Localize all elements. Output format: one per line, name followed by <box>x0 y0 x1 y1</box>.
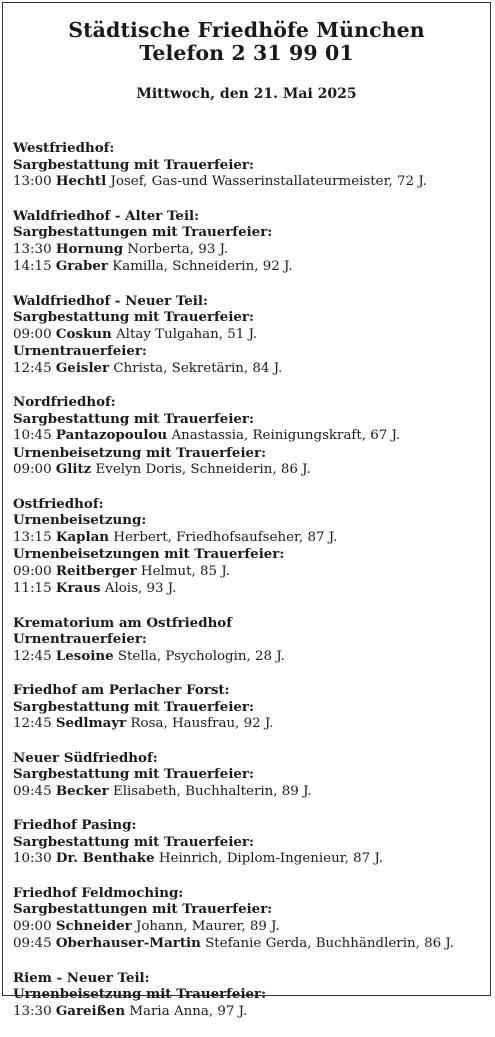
cemetery-name: Riem - Neuer Teil: <box>13 969 150 986</box>
ceremony-type: Sargbestattung mit Trauerfeier: <box>13 766 254 782</box>
entry-surname: Hornung <box>55 240 124 257</box>
ceremony-type: Urnentrauerfeier: <box>13 343 147 359</box>
ceremony-type: Sargbestattung mit Trauerfeier: <box>13 410 254 427</box>
burial-entry <box>13 326 486 344</box>
entry-time: 09:45 <box>13 783 52 799</box>
entry-details: Heinrich, Diplom-Ingenieur, 87 J. <box>158 851 384 866</box>
entry-time: 09:00 <box>13 326 52 342</box>
cemetery-section <box>13 208 486 276</box>
burial-entry <box>13 427 486 445</box>
entry-surname: Geisler <box>55 359 110 376</box>
cemetery-name: Friedhof Pasing: <box>13 817 137 833</box>
entry-time: 09:45 <box>13 936 52 951</box>
ceremony-type: Urnenbeisetzung mit Trauerfeier: <box>13 444 267 461</box>
entry-details: Josef, Gas-und Wasserinstallateurmeister, 72 J. <box>110 174 427 189</box>
burial-entry <box>13 461 486 479</box>
burial-entry <box>13 1003 486 1021</box>
burial-entry <box>13 918 486 936</box>
entry-time: 13:00 <box>13 174 52 189</box>
burial-entry <box>13 850 486 868</box>
cemetery-name: Krematorium am Ostfriedhof <box>13 614 232 631</box>
entry-surname: Schneider <box>55 917 132 934</box>
ceremony-type: Sargbestattung mit Trauerfeier: <box>13 833 254 850</box>
ceremony-type: Sargbestattungen mit Trauerfeier: <box>13 224 273 240</box>
ceremony-type: Sargbestattung mit Trauerfeier: <box>13 309 254 325</box>
cemetery-section <box>13 496 486 598</box>
cemetery-authority-title: Städtische Friedhöfe München <box>68 18 425 42</box>
notice-date: Mittwoch, den 21. Mai 2025 <box>136 86 357 102</box>
entry-details: Anastassia, Reinigungskraft, 67 J. <box>171 428 401 443</box>
cemetery-section <box>13 885 486 953</box>
entry-time: 13:30 <box>13 241 52 257</box>
entry-details: Altay Tulgahan, 51 J. <box>116 326 258 342</box>
burial-entry <box>13 360 486 378</box>
entry-surname: Gareißen <box>55 1002 126 1019</box>
entry-details: Alois, 93 J. <box>104 581 177 596</box>
entry-surname: Glitz <box>55 461 92 477</box>
entry-details: Maria Anna, 97 J. <box>129 1003 248 1019</box>
entry-surname: Dr. Benthake <box>55 850 155 866</box>
entry-time: 09:00 <box>13 918 52 934</box>
entry-time: 10:45 <box>13 428 52 443</box>
cemetery-section <box>13 615 486 666</box>
burial-entry <box>13 529 486 547</box>
cemetery-name: Nordfriedhof: <box>13 394 116 410</box>
phone-number: Telefon 2 31 99 01 <box>139 41 354 65</box>
entry-time: 10:30 <box>13 851 52 866</box>
cemetery-name: Waldfriedhof - Neuer Teil: <box>13 292 208 309</box>
cemetery-section <box>13 293 486 378</box>
entry-surname: Graber <box>55 258 108 274</box>
entry-surname: Coskun <box>55 325 112 342</box>
burial-entry <box>13 563 486 581</box>
entry-surname: Sedlmayr <box>55 715 127 731</box>
ceremony-type: Urnenbeisetzung: <box>13 512 147 528</box>
cemetery-section <box>13 394 486 479</box>
entry-surname: Oberhauser-Martin <box>55 935 201 951</box>
burial-entry <box>13 173 486 191</box>
entry-details: Evelyn Doris, Schneiderin, 86 J. <box>95 462 311 477</box>
entry-surname: Kraus <box>55 580 101 596</box>
entry-details: Stefanie Gerda, Buchhändlerin, 86 J. <box>205 936 455 951</box>
entry-details: Kamilla, Schneiderin, 92 J. <box>112 259 293 274</box>
notice-frame <box>2 2 491 1019</box>
entry-details: Christa, Sekretärin, 84 J. <box>113 360 283 376</box>
ceremony-type: Sargbestattung mit Trauerfeier: <box>13 698 254 715</box>
entry-details: Herbert, Friedhofsaufseher, 87 J. <box>113 529 338 545</box>
entry-time: 12:45 <box>13 360 52 376</box>
ceremony-type: Urnentrauerfeier: <box>13 631 147 647</box>
burial-entry <box>13 715 486 733</box>
cemetery-name: Friedhof Feldmoching: <box>13 884 184 901</box>
entry-time: 12:45 <box>13 648 52 664</box>
burial-schedule <box>13 140 486 1037</box>
cemetery-section <box>13 817 486 868</box>
ceremony-type: Urnenbeisetzungen mit Trauerfeier: <box>13 546 285 562</box>
entry-surname: Kaplan <box>55 528 110 545</box>
entry-details: Elisabeth, Buchhalterin, 89 J. <box>112 783 312 799</box>
entry-details: Johann, Maurer, 89 J. <box>135 918 280 934</box>
entry-time: 12:45 <box>13 716 52 731</box>
cemetery-section <box>13 682 486 733</box>
entry-details: Rosa, Hausfrau, 92 J. <box>130 716 274 731</box>
notice-header <box>3 3 490 103</box>
cemetery-name: Friedhof am Perlacher Forst: <box>13 682 230 698</box>
burial-entry <box>13 241 486 259</box>
burial-entry <box>13 258 486 276</box>
cemetery-section <box>13 140 486 191</box>
ceremony-type: Urnenbeisetzung mit Trauerfeier: <box>13 986 267 1002</box>
entry-details: Helmut, 85 J. <box>140 563 230 579</box>
entry-surname: Pantazopoulou <box>55 427 168 443</box>
cemetery-name: Ostfriedhof: <box>13 495 104 512</box>
burial-entry <box>13 935 486 953</box>
cemetery-section <box>13 750 486 801</box>
entry-time: 09:00 <box>13 563 52 579</box>
entry-time: 14:15 <box>13 259 52 274</box>
entry-surname: Lesoine <box>55 647 114 664</box>
cemetery-section <box>13 970 486 1021</box>
burial-entry <box>13 580 486 598</box>
entry-time: 11:15 <box>13 581 52 596</box>
cemetery-name: Waldfriedhof - Alter Teil: <box>13 207 200 224</box>
entry-details: Norberta, 93 J. <box>127 241 229 257</box>
entry-details: Stella, Psychologin, 28 J. <box>117 648 285 664</box>
entry-surname: Hechtl <box>55 173 107 189</box>
entry-surname: Reitberger <box>55 562 137 579</box>
entry-time: 13:30 <box>13 1003 52 1019</box>
ceremony-type: Sargbestattungen mit Trauerfeier: <box>13 901 273 917</box>
ceremony-type: Sargbestattung mit Trauerfeier: <box>13 156 254 173</box>
burial-entry <box>13 783 486 801</box>
entry-time: 09:00 <box>13 462 52 477</box>
cemetery-name: Neuer Südfriedhof: <box>13 749 158 766</box>
cemetery-name: Westfriedhof: <box>13 140 115 156</box>
burial-entry <box>13 648 486 666</box>
entry-surname: Becker <box>55 782 109 799</box>
entry-time: 13:15 <box>13 529 52 545</box>
